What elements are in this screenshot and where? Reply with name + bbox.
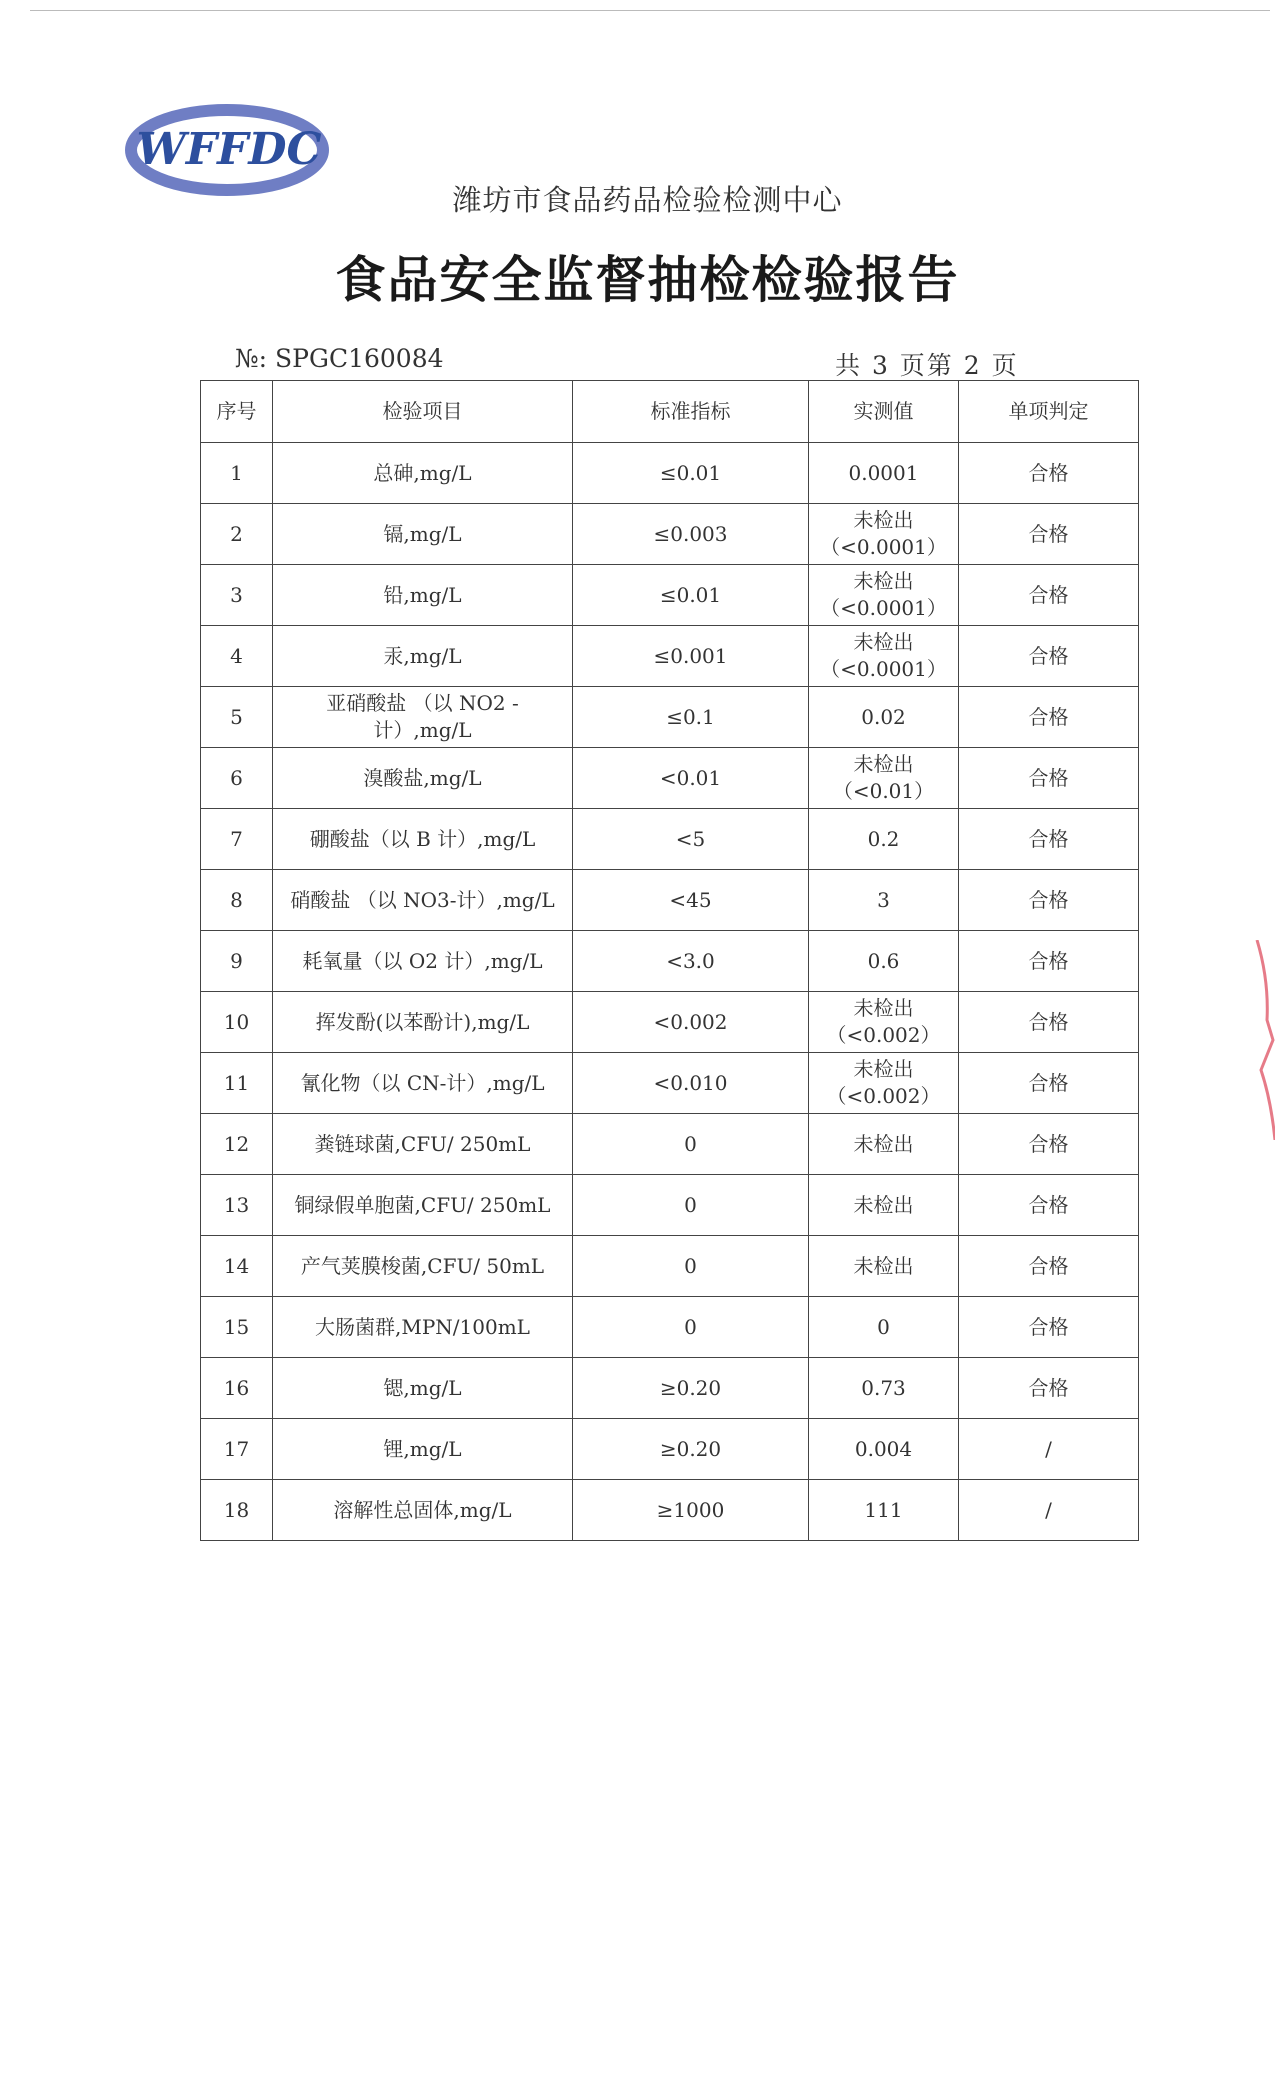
table-row [201, 992, 1139, 1053]
report-number: №: SPGC160084 [235, 344, 444, 373]
row-value: 未检出 [809, 1175, 959, 1236]
row-value: 3 [809, 870, 959, 931]
row-value: 0.02 [809, 687, 959, 748]
row-item: 镉,mg/L [273, 504, 573, 565]
row-no: 14 [201, 1236, 273, 1297]
row-judgement: 合格 [959, 1114, 1139, 1175]
row-no: 11 [201, 1053, 273, 1114]
row-judgement: / [959, 1419, 1139, 1480]
row-standard: ≥0.20 [573, 1358, 809, 1419]
row-judgement: / [959, 1480, 1139, 1541]
row-judgement: 合格 [959, 992, 1139, 1053]
row-standard: ≤0.001 [573, 626, 809, 687]
row-item: 耗氧量（以 O2 计）,mg/L [273, 931, 573, 992]
table-body [201, 443, 1139, 1541]
header-value: 实测值 [809, 381, 959, 443]
row-standard: ≤0.003 [573, 504, 809, 565]
table-row [201, 504, 1139, 565]
row-item: 总砷,mg/L [273, 443, 573, 504]
table-row [201, 626, 1139, 687]
row-standard: ≤0.1 [573, 687, 809, 748]
table-row [201, 931, 1139, 992]
row-standard: 0 [573, 1114, 809, 1175]
row-item: 氰化物（以 CN-计）,mg/L [273, 1053, 573, 1114]
row-standard: 0 [573, 1175, 809, 1236]
organization-name: 潍坊市食品药品检验检测中心 [452, 183, 843, 217]
table-row [201, 687, 1139, 748]
table-row [201, 809, 1139, 870]
row-value: 未检出（<0.002） [809, 992, 959, 1053]
table-row [201, 1480, 1139, 1541]
row-item: 硼酸盐（以 B 计）,mg/L [273, 809, 573, 870]
header-item: 检验项目 [273, 381, 573, 443]
row-judgement: 合格 [959, 1053, 1139, 1114]
row-judgement: 合格 [959, 443, 1139, 504]
row-judgement: 合格 [959, 1297, 1139, 1358]
row-value: 未检出（<0.0001） [809, 565, 959, 626]
table-row [201, 565, 1139, 626]
row-no: 16 [201, 1358, 273, 1419]
row-no: 17 [201, 1419, 273, 1480]
header-no: 序号 [201, 381, 273, 443]
table-row [201, 1419, 1139, 1480]
row-value: 0.73 [809, 1358, 959, 1419]
row-no: 10 [201, 992, 273, 1053]
row-item: 挥发酚(以苯酚计),mg/L [273, 992, 573, 1053]
row-no: 8 [201, 870, 273, 931]
row-judgement: 合格 [959, 626, 1139, 687]
header-judgement: 单项判定 [959, 381, 1139, 443]
row-item: 锂,mg/L [273, 1419, 573, 1480]
row-no: 15 [201, 1297, 273, 1358]
row-judgement: 合格 [959, 931, 1139, 992]
row-standard: <3.0 [573, 931, 809, 992]
row-no: 1 [201, 443, 273, 504]
row-value: 未检出 [809, 1114, 959, 1175]
row-judgement: 合格 [959, 1236, 1139, 1297]
table-row [201, 1175, 1139, 1236]
row-item: 溶解性总固体,mg/L [273, 1480, 573, 1541]
table-row [201, 443, 1139, 504]
row-no: 9 [201, 931, 273, 992]
table-row [201, 1297, 1139, 1358]
row-value: 0.2 [809, 809, 959, 870]
table-row [201, 748, 1139, 809]
results-table [200, 380, 1139, 1541]
row-item: 硝酸盐 （以 NO3-计）,mg/L [273, 870, 573, 931]
row-judgement: 合格 [959, 1175, 1139, 1236]
row-standard: <45 [573, 870, 809, 931]
top-border-line [30, 10, 1270, 11]
table-row [201, 1053, 1139, 1114]
row-standard: ≤0.01 [573, 443, 809, 504]
seal-edge-mark [1255, 940, 1275, 1140]
row-item: 粪链球菌,CFU/ 250mL [273, 1114, 573, 1175]
row-item: 溴酸盐,mg/L [273, 748, 573, 809]
row-no: 12 [201, 1114, 273, 1175]
row-standard: <0.01 [573, 748, 809, 809]
row-value: 111 [809, 1480, 959, 1541]
row-no: 3 [201, 565, 273, 626]
row-value: 0.004 [809, 1419, 959, 1480]
row-value: 0.6 [809, 931, 959, 992]
row-judgement: 合格 [959, 1358, 1139, 1419]
row-item: 锶,mg/L [273, 1358, 573, 1419]
row-standard: 0 [573, 1236, 809, 1297]
table-row [201, 1236, 1139, 1297]
row-no: 7 [201, 809, 273, 870]
row-item: 亚硝酸盐 （以 NO2 - 计）,mg/L [273, 687, 573, 748]
row-standard: ≥0.20 [573, 1419, 809, 1480]
row-no: 6 [201, 748, 273, 809]
row-value: 0.0001 [809, 443, 959, 504]
table-row [201, 1358, 1139, 1419]
logo-text: WFFDC [136, 124, 322, 175]
table-row [201, 870, 1139, 931]
row-judgement: 合格 [959, 870, 1139, 931]
row-no: 13 [201, 1175, 273, 1236]
row-value: 未检出 [809, 1236, 959, 1297]
row-judgement: 合格 [959, 687, 1139, 748]
row-standard: <0.002 [573, 992, 809, 1053]
header-standard: 标准指标 [573, 381, 809, 443]
table-header-row [201, 381, 1139, 443]
row-standard: <0.010 [573, 1053, 809, 1114]
row-item: 大肠菌群,MPN/100mL [273, 1297, 573, 1358]
row-no: 4 [201, 626, 273, 687]
row-value: 0 [809, 1297, 959, 1358]
row-no: 5 [201, 687, 273, 748]
row-no: 18 [201, 1480, 273, 1541]
row-judgement: 合格 [959, 504, 1139, 565]
row-standard: <5 [573, 809, 809, 870]
row-value: 未检出（<0.0001） [809, 626, 959, 687]
row-no: 2 [201, 504, 273, 565]
row-value: 未检出（<0.01） [809, 748, 959, 809]
row-standard: ≤0.01 [573, 565, 809, 626]
row-value: 未检出（<0.002） [809, 1053, 959, 1114]
table-row [201, 1114, 1139, 1175]
row-judgement: 合格 [959, 809, 1139, 870]
page-info: 共 3 页第 2 页 [835, 351, 1019, 380]
report-title: 食品安全监督抽检检验报告 [335, 251, 960, 309]
row-value: 未检出（<0.0001） [809, 504, 959, 565]
row-item: 产气荚膜梭菌,CFU/ 50mL [273, 1236, 573, 1297]
row-item: 汞,mg/L [273, 626, 573, 687]
row-judgement: 合格 [959, 565, 1139, 626]
row-item: 铜绿假单胞菌,CFU/ 250mL [273, 1175, 573, 1236]
row-judgement: 合格 [959, 748, 1139, 809]
row-standard: 0 [573, 1297, 809, 1358]
row-item: 铅,mg/L [273, 565, 573, 626]
row-standard: ≥1000 [573, 1480, 809, 1541]
